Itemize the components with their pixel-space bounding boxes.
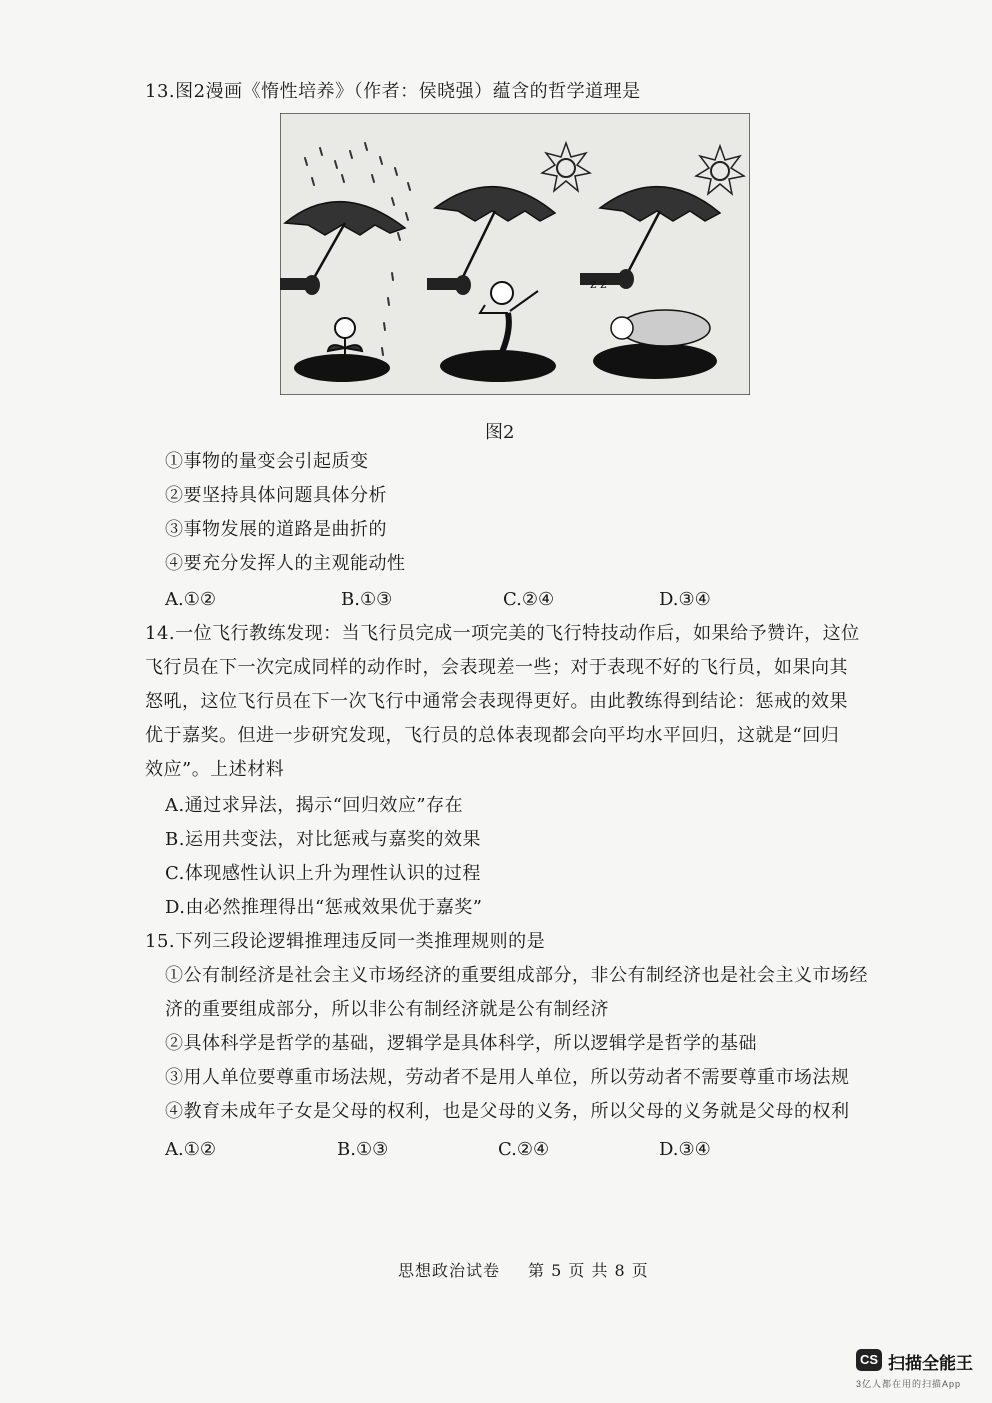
watermark-subtitle: 3亿人都在用的扫描App (856, 1379, 962, 1389)
option-d[interactable]: D.③④ (659, 589, 711, 610)
svg-text:z z: z z (590, 277, 607, 291)
exam-title: 思想政治试卷 (398, 1261, 501, 1280)
q14-stem-line: 14.一位飞行教练发现：当飞行员完成一项完美的飞行特技动作后，如果给予赞许，这位 (145, 623, 860, 644)
q13-statement: ①事物的量变会引起质变 (165, 451, 369, 472)
q14-stem-line: 怒吼，这位飞行员在下一次飞行中通常会表现得更好。由此教练得到结论：惩戒的效果 (145, 691, 848, 712)
q15-statement: 济的重要组成部分，所以非公有制经济就是公有制经济 (165, 999, 609, 1020)
q15-statement: ①公有制经济是社会主义市场经济的重要组成部分，非公有制经济也是社会主义市场经 (165, 965, 868, 986)
q14-option-d[interactable]: D.由必然推理得出“惩戒效果优于嘉奖” (165, 897, 483, 918)
q14-option-b[interactable]: B.运用共变法，对比惩戒与嘉奖的效果 (165, 829, 481, 850)
option-a[interactable]: A.①② (165, 1139, 216, 1160)
option-b[interactable]: B.①③ (341, 589, 393, 610)
q13-statement: ④要充分发挥人的主观能动性 (165, 553, 406, 574)
q15-statement: ③用人单位要尊重市场法规，劳动者不是用人单位，所以劳动者不需要尊重市场法规 (165, 1067, 850, 1088)
q14-option-a[interactable]: A.通过求异法，揭示“回归效应”存在 (165, 795, 464, 816)
q15-stem: 15.下列三段论逻辑推理违反同一类推理规则的是 (145, 931, 546, 952)
q13-stem: 13.图2漫画《惰性培养》（作者：侯晓强）蕴含的哲学道理是 (145, 81, 641, 102)
camscanner-logo-icon: CS (856, 1349, 882, 1371)
option-b[interactable]: B.①③ (337, 1139, 389, 1160)
q14-stem-line: 优于嘉奖。但进一步研究发现，飞行员的总体表现都会向平均水平回归，这就是“回归 (145, 725, 840, 746)
watermark-title: 扫描全能王 (888, 1354, 973, 1373)
page-number: 第 5 页 共 8 页 (528, 1261, 649, 1280)
q15-statement: ②具体科学是哲学的基础，逻辑学是具体科学，所以逻辑学是哲学的基础 (165, 1033, 757, 1054)
option-c[interactable]: C.②④ (498, 1139, 550, 1160)
q14-stem-line: 效应”。上述材料 (145, 759, 285, 780)
q14-option-c[interactable]: C.体现感性认识上升为理性认识的过程 (165, 863, 481, 884)
cartoon-figure (280, 113, 750, 395)
option-a[interactable]: A.①② (165, 589, 216, 610)
page-footer (398, 1258, 677, 1281)
figure-caption: 图2 (485, 422, 515, 443)
q13-statement: ②要坚持具体问题具体分析 (165, 485, 387, 506)
q15-statement: ④教育未成年子女是父母的权利，也是父母的义务，所以父母的义务就是父母的权利 (165, 1101, 850, 1122)
option-c[interactable]: C.②④ (503, 589, 555, 610)
option-d[interactable]: D.③④ (659, 1139, 711, 1160)
q14-stem-line: 飞行员在下一次完成同样的动作时，会表现差一些；对于表现不好的飞行员，如果向其 (145, 657, 848, 678)
q13-statement: ③事物发展的道路是曲折的 (165, 519, 387, 540)
